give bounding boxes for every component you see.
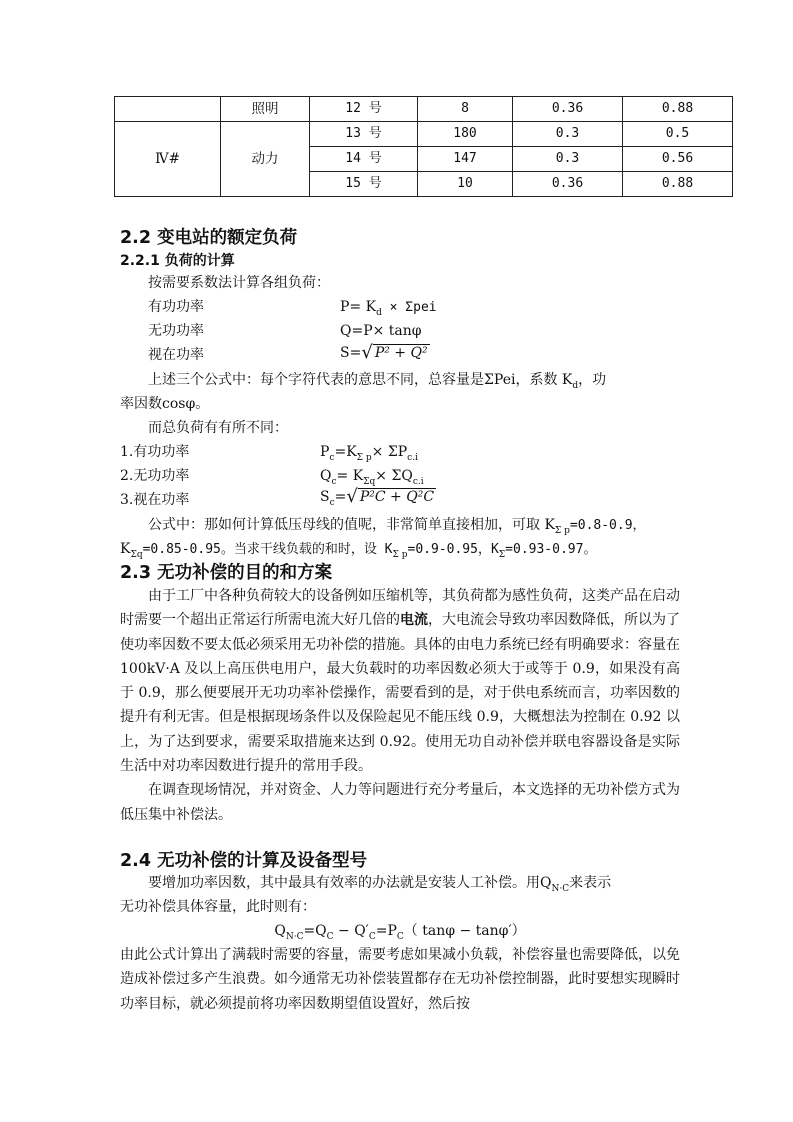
- formula-label-reactive: 无功功率: [148, 323, 204, 339]
- formula-text: × ΣP: [371, 444, 408, 460]
- coef-text: =0.93-0.97。: [505, 542, 597, 557]
- paragraph-text-part: ，大电流会导致功率因数降低，所以为了使功率因数不要太低必须采用无功补偿的措施。具体的由电力系统已经有明确要求：容量在 100kV·A 及以上高压供电用户，最大负载时的功率因数必须大于或等于 0.9，如果没有高于 0.9，那么便要展开无功功率补偿操作，需要看到的是，对于供电系统而言，功率因数的提升有利无害。但是根据现场条件以及保险起见不能压线 0.9，大概想法为控制在 0.92 以上，为了达到要求，需要采取措施来达到 0.92。使用无功自动补偿并联电容器设备是实际生活中对功率因数进行提升的常用手段。: [120, 612, 680, 775]
- paragraph-2-4-body: [120, 943, 680, 1016]
- intro-text: 按需要系数法计算各组负荷：: [148, 275, 330, 291]
- formula-text: = K: [336, 468, 364, 484]
- paragraph-text: 由此公式计算出了满载时需要的容量，需要考虑如果减小负载，补偿容量也需要降低，以免造成补偿过多产生浪费。如今通常无功补偿装置都存在无功补偿控制器，此时要想实现瞬时功率目标，就必须提前将功率因数期望值设置好，然后按: [120, 947, 680, 1012]
- table-cell-kw: 147: [418, 147, 513, 172]
- formula-text: Q: [320, 468, 332, 484]
- formula-text: S: [320, 489, 330, 505]
- paragraph-text-part: 来表示: [569, 875, 612, 891]
- formula-active: [340, 297, 437, 323]
- total-label-active: 1.有功功率: [120, 444, 190, 460]
- coef-line-1: 公式中：那如何计算低压母线的值呢，非常简单直接相加，可取 $K_{\Sigma p}=0.8-0.9$，: [148, 517, 646, 536]
- table-cell-kd: 0.3: [513, 122, 623, 147]
- formula-label-apparent: 视在功率: [148, 347, 204, 363]
- paragraph-2-3: [120, 584, 680, 827]
- table-cell-kd: 0.3: [513, 147, 623, 172]
- formula-sub: d: [376, 307, 382, 318]
- formula-apparent: [340, 343, 430, 363]
- table-cell-kw: 10: [418, 172, 513, 197]
- total-intro: 而总负荷有有所不同：: [148, 420, 288, 436]
- note-sub: d: [572, 380, 579, 391]
- section-heading-2-3: 2.3 无功补偿的目的和方案: [120, 563, 333, 583]
- formula-text: P= K: [340, 299, 377, 315]
- formula-text: S=: [340, 345, 362, 361]
- formula-text: Q: [274, 923, 286, 939]
- paragraph-text: [120, 584, 680, 778]
- table-row: [115, 97, 733, 122]
- table-cell-no: 12 号: [310, 97, 418, 122]
- paragraph-2-4-line-2: 无功补偿具体容量，此时则有：: [120, 899, 316, 915]
- coef-line-2: $K_{\Sigma q}=0.85-0.95$。当求干线负载的和时，设 $K_{\Sigma p}=0.9-0.95$，$K_\Sigma=0.93-0.97$。: [120, 541, 597, 560]
- table-cell-type: 照明: [221, 97, 310, 122]
- total-formula-active: $P_c=K_{\Sigma p}\times \Sigma P_{c.i}$: [320, 444, 418, 463]
- formula-text: =K: [334, 444, 357, 460]
- table-cell-kw: 8: [418, 97, 513, 122]
- formula-text: =P: [375, 923, 397, 939]
- coef-text: 公式中：那如何计算低压母线的值呢，非常简单直接相加，可取 K: [148, 517, 555, 533]
- load-table: [114, 96, 733, 197]
- paragraph-text: 在调查现场情况，并对资金、人力等问题进行充分考量后，本文选择的无功补偿方式为低压集中补偿法。: [120, 782, 680, 823]
- table-cell-group: Ⅳ#: [115, 122, 221, 197]
- subsection-heading-2-2-1: 2.2.1 负荷的计算: [120, 253, 235, 269]
- total-formula-apparent: $S_c=√$ P²C + Q²C: [320, 486, 435, 508]
- compensation-formula: $Q_{N\cdot C}=Q_C - Q'_C=P_C$（ tanφ − tanφ′）: [274, 923, 526, 942]
- total-label-reactive: 2.无功功率: [120, 468, 190, 484]
- total-formula-reactive: $Q_c= K_{\Sigma q}\times \Sigma Q_{c.i}$: [320, 468, 424, 487]
- formula-text: × Σpei: [381, 300, 437, 315]
- table-cell-cos: 0.88: [623, 97, 733, 122]
- note-line-1: [148, 370, 606, 396]
- section-heading-2-4: 2.4 无功补偿的计算及设备型号: [120, 851, 368, 871]
- formula-sub: N·C: [285, 931, 304, 942]
- sqrt-symbol: √ P² + Q²: [361, 342, 428, 363]
- table-cell-cos: 0.5: [623, 122, 733, 147]
- coef-text: =0.85-0.95。当求干线负载的和时，设 K: [142, 542, 393, 557]
- table-cell-cos: 0.88: [623, 172, 733, 197]
- formula-reactive: Q=P× tanφ: [340, 323, 422, 339]
- formula-text: =Q: [303, 923, 327, 939]
- table-cell-kd: 0.36: [513, 172, 623, 197]
- paragraph-text-part: 要增加功率因数，其中最具有效率的办法就是安装人工补偿。用Q: [148, 875, 552, 891]
- paragraph-text-bold: 电流: [400, 612, 428, 629]
- coef-text: =0.9-0.95，K: [407, 542, 499, 557]
- paragraph-text-part: 由于工厂中各种负荷较大的设备例如压缩机等，其负荷都为感性负荷，这类产品在启动时需要一个超出正常运行所需电流大好几倍的: [120, 588, 680, 629]
- sqrt-symbol: √ P²C + Q²C: [346, 486, 435, 507]
- section-heading-2-2: 2.2 变电站的额定负荷: [120, 228, 298, 248]
- formula-label-active: 有功功率: [148, 299, 204, 315]
- formula-text: （ tanφ − tanφ′）: [403, 923, 526, 939]
- coef-text: K: [120, 541, 131, 557]
- table-cell-no: 14 号: [310, 147, 418, 172]
- table-cell-kd: 0.36: [513, 97, 623, 122]
- paragraph-2-4-line-1: [148, 873, 611, 899]
- note-text: 上述三个公式中：每个字符代表的意思不同，总容量是ΣPei，系数 K: [148, 372, 573, 388]
- formula-text: P: [320, 444, 330, 460]
- formula-radicand: P²C + Q²C: [359, 489, 435, 505]
- note-text: ，功: [578, 372, 607, 388]
- table-cell-no: 15 号: [310, 172, 418, 197]
- table-cell-type: 动力: [221, 122, 310, 197]
- total-label-apparent: 3.视在功率: [120, 492, 190, 508]
- coef-text: =0.8-0.9，: [569, 518, 646, 533]
- formula-text: × ΣQ: [375, 468, 413, 484]
- table-row: [115, 122, 733, 147]
- table-cell-no: 13 号: [310, 122, 418, 147]
- paragraph-sub: N·C: [551, 883, 570, 894]
- formula-text: − Q′: [333, 923, 369, 939]
- table-cell-kw: 180: [418, 122, 513, 147]
- formula-radicand: P² + Q²: [374, 345, 428, 361]
- table-cell-cos: 0.56: [623, 147, 733, 172]
- table-cell-group: [115, 97, 221, 122]
- note-line-2: 率因数cosφ。: [120, 396, 210, 412]
